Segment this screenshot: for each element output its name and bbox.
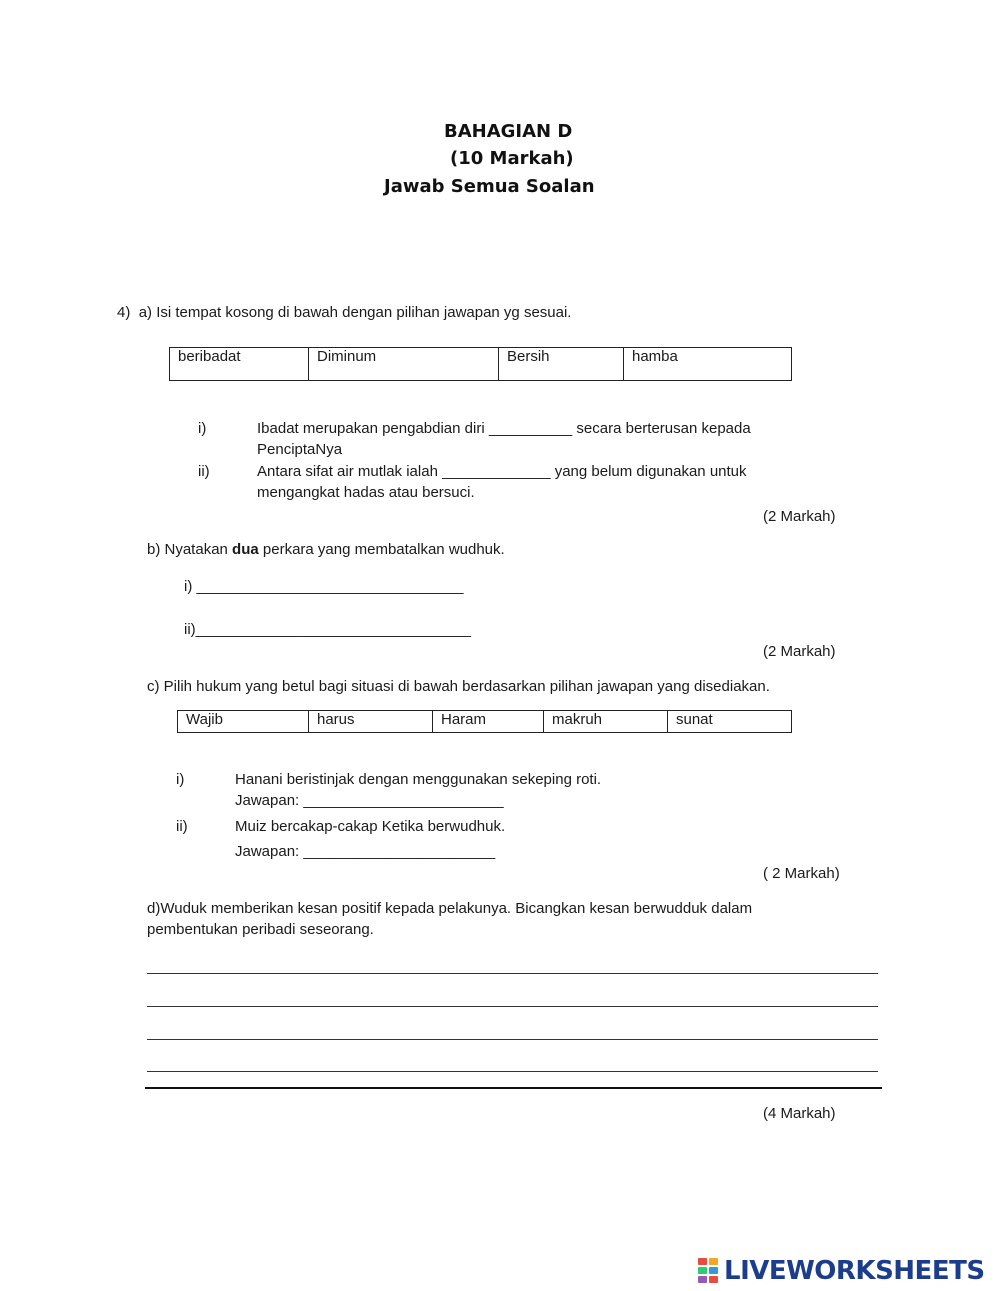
item-line: mengangkat hadas atau bersuci. <box>257 484 475 501</box>
situation-item <box>235 816 505 862</box>
liveworksheets-brand <box>698 1256 985 1286</box>
item-line: Hanani beristinjak dengan menggunakan sekeping roti. <box>235 771 602 788</box>
fill-blank-item <box>257 418 751 460</box>
answer-line[interactable]: ii)_________________________________ <box>184 621 471 638</box>
option-cell: Wajib <box>178 711 309 733</box>
prompt-text: perkara yang membatalkan wudhuk. <box>258 541 505 558</box>
options-table-4a <box>169 347 792 381</box>
section-instruction: Jawab Semua Soalan <box>384 176 595 197</box>
section-marks: (10 Markah) <box>450 148 574 169</box>
answer-line[interactable]: Jawapan: ________________________ <box>235 792 504 809</box>
item-line: Ibadat merupakan pengabdian diri __________ secara berterusan kepada <box>257 420 751 437</box>
question-4b-prompt <box>147 539 505 560</box>
marks-label: ( 2 Markah) <box>763 865 840 882</box>
situation-item <box>235 769 601 811</box>
prompt-line: d)Wuduk memberikan kesan positif kepada pelakunya. Bicangkan kesan berwudduk dalam <box>147 900 753 917</box>
answer-writing-line[interactable] <box>147 1039 878 1040</box>
prompt-bold: dua <box>232 541 259 558</box>
answer-writing-line[interactable] <box>147 973 878 974</box>
prompt-text: b) Nyatakan <box>147 541 233 558</box>
liveworksheets-logo-icon <box>698 1258 720 1284</box>
marks-label: (2 Markah) <box>763 508 836 525</box>
option-cell: Haram <box>433 711 544 733</box>
option-cell: sunat <box>668 711 792 733</box>
answer-line[interactable]: i) ________________________________ <box>184 578 464 595</box>
prompt-line: pembentukan peribadi seseorang. <box>147 921 374 938</box>
answer-writing-line[interactable] <box>147 1071 878 1072</box>
option-cell: beribadat <box>170 348 309 381</box>
fill-blank-item <box>257 461 747 503</box>
item-line: Antara sifat air mutlak ialah _____________ yang belum digunakan untuk <box>257 463 747 480</box>
question-4d-prompt <box>147 898 752 940</box>
question-4a-text: a) Isi tempat kosong di bawah dengan pilihan jawapan yg sesuai. <box>138 304 572 321</box>
marks-label: (4 Markah) <box>763 1105 836 1122</box>
options-table-4c <box>177 710 792 733</box>
question-number: 4) <box>117 304 131 321</box>
item-number: i) <box>176 771 185 788</box>
section-title: BAHAGIAN D <box>444 121 573 142</box>
option-cell: hamba <box>624 348 792 381</box>
option-cell: Diminum <box>309 348 499 381</box>
item-number: ii) <box>198 463 210 480</box>
option-cell: harus <box>309 711 433 733</box>
answer-line[interactable]: Jawapan: _______________________ <box>235 843 496 860</box>
item-line: PenciptaNya <box>257 441 343 458</box>
option-cell: Bersih <box>499 348 624 381</box>
answer-writing-line[interactable] <box>147 1006 878 1007</box>
section-divider <box>145 1087 882 1089</box>
question-4c-prompt: c) Pilih hukum yang betul bagi situasi di bawah berdasarkan pilihan jawapan yang disediakan. <box>147 678 770 695</box>
option-cell: makruh <box>544 711 668 733</box>
item-line: Muiz bercakap-cakap Ketika berwudhuk. <box>235 818 506 835</box>
item-number: i) <box>198 420 207 437</box>
item-number: ii) <box>176 818 188 835</box>
question-4a-prompt <box>117 302 571 323</box>
brand-name: LIVEWORKSHEETS <box>724 1256 985 1286</box>
marks-label: (2 Markah) <box>763 643 836 660</box>
